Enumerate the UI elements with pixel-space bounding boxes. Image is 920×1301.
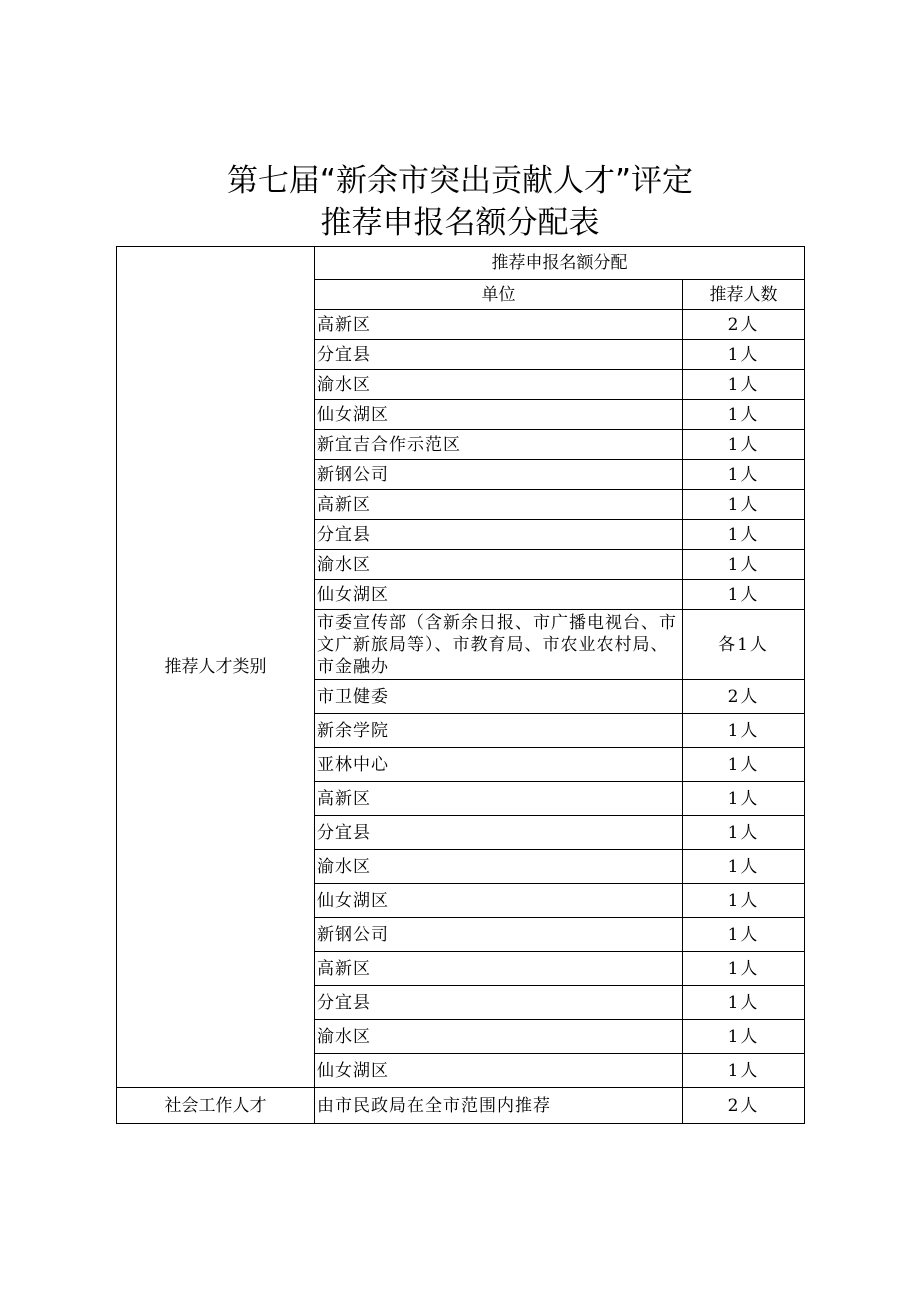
unit-cell: 高新区 xyxy=(315,782,683,816)
count-cell: 1人 xyxy=(683,490,805,520)
count-cell: 1人 xyxy=(683,918,805,952)
unit-cell: 分宜县 xyxy=(315,340,683,370)
col-header-count: 推荐人数 xyxy=(683,280,805,310)
group-header: 推荐申报名额分配 xyxy=(315,247,805,280)
count-cell: 2人 xyxy=(683,1088,805,1124)
count-cell: 1人 xyxy=(683,580,805,610)
unit-cell: 新钢公司 xyxy=(315,918,683,952)
unit-cell: 渝水区 xyxy=(315,370,683,400)
count-cell: 各1人 xyxy=(683,610,805,680)
category-cell: 推荐人才类别 xyxy=(117,247,315,1088)
count-cell: 1人 xyxy=(683,850,805,884)
unit-cell: 渝水区 xyxy=(315,1020,683,1054)
count-cell: 1人 xyxy=(683,550,805,580)
count-cell: 2人 xyxy=(683,310,805,340)
unit-cell: 渝水区 xyxy=(315,850,683,884)
unit-cell: 高新区 xyxy=(315,310,683,340)
count-cell: 1人 xyxy=(683,884,805,918)
count-cell: 1人 xyxy=(683,520,805,550)
unit-cell: 由市民政局在全市范围内推荐 xyxy=(315,1088,683,1124)
count-cell: 1人 xyxy=(683,340,805,370)
count-cell: 1人 xyxy=(683,400,805,430)
unit-cell: 仙女湖区 xyxy=(315,884,683,918)
count-cell: 1人 xyxy=(683,748,805,782)
social-category-cell: 社会工作人才 xyxy=(117,1088,315,1124)
unit-cell: 仙女湖区 xyxy=(315,400,683,430)
unit-cell: 分宜县 xyxy=(315,986,683,1020)
page-subtitle: 推荐申报名额分配表 xyxy=(320,205,600,241)
unit-cell: 分宜县 xyxy=(315,520,683,550)
count-cell: 1人 xyxy=(683,714,805,748)
unit-cell: 市委宣传部（含新余日报、市广播电视台、市文广新旅局等）、市教育局、市农业农村局、市金融办 xyxy=(315,610,683,680)
count-cell: 1人 xyxy=(683,430,805,460)
col-header-unit: 单位 xyxy=(315,280,683,310)
unit-cell: 高新区 xyxy=(315,490,683,520)
count-cell: 1人 xyxy=(683,952,805,986)
count-cell: 1人 xyxy=(683,782,805,816)
page-title: 第七届“新余市突出贡献人才”评定 xyxy=(226,163,694,199)
count-cell: 1人 xyxy=(683,1020,805,1054)
unit-cell: 分宜县 xyxy=(315,816,683,850)
count-cell: 1人 xyxy=(683,1054,805,1088)
unit-cell: 新钢公司 xyxy=(315,460,683,490)
unit-cell: 仙女湖区 xyxy=(315,1054,683,1088)
unit-cell: 渝水区 xyxy=(315,550,683,580)
allocation-table xyxy=(116,246,805,1124)
table-row xyxy=(117,1088,805,1124)
count-cell: 1人 xyxy=(683,816,805,850)
count-cell: 1人 xyxy=(683,986,805,1020)
unit-cell: 市卫健委 xyxy=(315,680,683,714)
unit-cell: 仙女湖区 xyxy=(315,580,683,610)
count-cell: 1人 xyxy=(683,370,805,400)
count-cell: 1人 xyxy=(683,460,805,490)
unit-cell: 新宜吉合作示范区 xyxy=(315,430,683,460)
unit-cell: 亚林中心 xyxy=(315,748,683,782)
unit-cell: 高新区 xyxy=(315,952,683,986)
count-cell: 2人 xyxy=(683,680,805,714)
unit-cell: 新余学院 xyxy=(315,714,683,748)
